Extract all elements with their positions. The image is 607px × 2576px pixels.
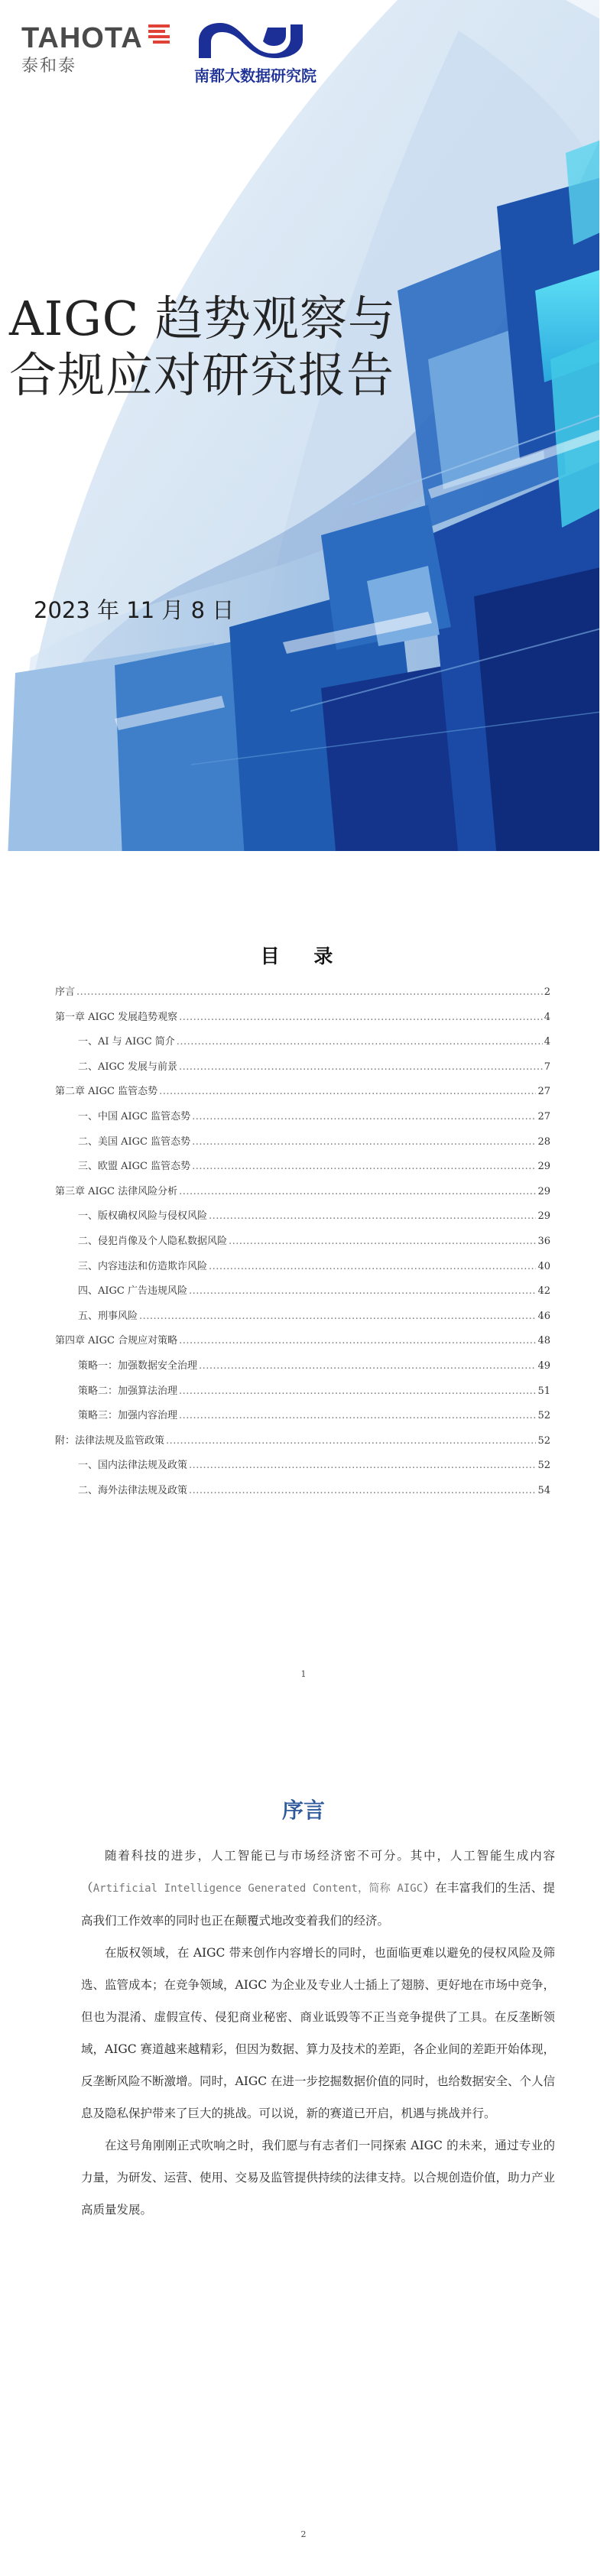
tahota-logo-mark-icon	[148, 24, 170, 44]
toc-leader-dots	[189, 1485, 536, 1496]
toc-entry-title: 第二章 AIGC 监管态势	[55, 1086, 158, 1098]
toc-entry[interactable]	[55, 1207, 550, 1233]
toc-entry-page: 49	[537, 1359, 550, 1372]
toc-leader-dots	[76, 986, 543, 998]
toc-leader-dots	[139, 1311, 536, 1322]
report-title-line-1: AIGC 趋势观察与	[9, 291, 396, 346]
toc-entry[interactable]	[55, 1258, 550, 1283]
toc-entry-title: 二、AIGC 发展与前景	[78, 1061, 177, 1073]
toc-entry[interactable]	[55, 1033, 550, 1058]
toc-leader-dots	[179, 1012, 543, 1023]
toc-entry-title: 三、内容违法和仿造欺诈风险	[78, 1260, 208, 1272]
toc-entry[interactable]	[55, 1407, 550, 1432]
toc-entry-page: 29	[537, 1161, 550, 1173]
tahota-logo-chinese: 泰和泰	[21, 57, 77, 76]
nandu-logo-text: 南都大数据研究院	[194, 67, 316, 85]
toc-entry[interactable]	[55, 1382, 550, 1408]
toc-entry-title: 四、AIGC 广告违规风险	[78, 1285, 187, 1298]
toc-entry-page: 29	[537, 1185, 550, 1197]
toc-entry-page: 52	[537, 1434, 550, 1447]
preface-paragraph-1	[81, 1840, 555, 1937]
toc-list	[55, 983, 550, 1506]
report-title	[9, 291, 396, 404]
toc-entry[interactable]	[55, 1108, 550, 1133]
toc-leader-dots	[179, 1410, 536, 1421]
toc-entry[interactable]	[55, 1158, 550, 1183]
tahota-logo	[21, 23, 143, 76]
preface-title: 序言	[281, 1798, 325, 1823]
toc-entry-page: 54	[537, 1484, 550, 1496]
toc-entry[interactable]	[55, 1083, 550, 1108]
toc-entry-title: 二、侵犯肖像及个人隐私数据风险	[78, 1235, 228, 1247]
toc-entry-page: 42	[537, 1285, 550, 1298]
toc-leader-dots	[192, 1136, 536, 1148]
toc-entry[interactable]	[55, 1233, 550, 1258]
toc-entry-page: 52	[537, 1410, 550, 1422]
toc-leader-dots	[192, 1161, 536, 1172]
toc-entry-title: 策略二：加强算法治理	[78, 1385, 178, 1397]
toc-entry-title: 三、欧盟 AIGC 监管态势	[78, 1161, 191, 1173]
toc-entry[interactable]	[55, 1009, 550, 1034]
page-number: 2	[300, 2529, 307, 2539]
toc-entry-title: 二、海外法律法规及政策	[78, 1484, 188, 1496]
toc-entry-title: 一、AI 与 AIGC 简介	[78, 1036, 175, 1048]
toc-leader-dots	[209, 1210, 536, 1222]
toc-leader-dots	[159, 1086, 536, 1097]
toc-entry[interactable]	[55, 1133, 550, 1158]
toc-entry[interactable]	[55, 1482, 550, 1507]
toc-entry-page: 4	[544, 1011, 550, 1023]
toc-leader-dots	[209, 1261, 536, 1272]
preface-paragraph-3: 在这号角刚刚正式吹响之时，我们愿与有志者们一同探索 AIGC 的未来，通过专业的力量，为研发、运营、使用、交易及监管提供持续的法律支持。以合规创造价值，助力产业高质量发展。	[81, 2139, 556, 2217]
toc-entry-page: 36	[537, 1235, 550, 1247]
table-of-contents-page	[0, 859, 607, 1717]
toc-entry-title: 二、美国 AIGC 监管态势	[78, 1135, 191, 1148]
report-date: 2023 年 11 月 8 日	[34, 597, 235, 623]
preface-body	[81, 1840, 555, 2226]
toc-leader-dots	[189, 1285, 536, 1297]
toc-entry-page: 51	[537, 1385, 550, 1397]
toc-entry-page: 46	[537, 1310, 550, 1322]
toc-entry-title: 策略一：加强数据安全治理	[78, 1359, 198, 1372]
toc-entry-title: 第一章 AIGC 发展趋势观察	[55, 1011, 178, 1023]
toc-entry-page: 27	[537, 1086, 550, 1098]
toc-entry-page: 29	[537, 1210, 550, 1223]
preface-p1-start: 随着科技的进步，人工智能已与市场经济密不可分。其中，人工智能生成内容（	[81, 1849, 555, 1895]
toc-entry[interactable]	[55, 1307, 550, 1333]
toc-entry-page: 52	[537, 1460, 550, 1472]
toc-leader-dots	[199, 1360, 536, 1372]
preface-page	[0, 1717, 607, 2576]
report-title-line-2: 合规应对研究报告	[9, 347, 395, 403]
toc-leader-dots	[192, 1111, 536, 1122]
toc-leader-dots	[179, 1335, 536, 1346]
toc-entry-page: 28	[537, 1135, 550, 1148]
toc-entry-title: 附：法律法规及监管政策	[55, 1434, 165, 1447]
preface-p1-end: ）在丰富我们的生活、提高我们工作效率的同时也正在颠覆式地改变着我们的经济。	[81, 1881, 555, 1928]
toc-entry[interactable]	[55, 1058, 550, 1083]
toc-entry[interactable]	[55, 1183, 550, 1208]
toc-entry-title: 一、中国 AIGC 监管态势	[78, 1110, 191, 1122]
nandu-logo-mark-icon	[194, 20, 307, 60]
preface-paragraph-2: 在版权领域，在 AIGC 带来创作内容增长的同时，也面临更难以避免的侵权风险及筛选、监管成本；在竞争领域，AIGC 为企业及专业人士插上了翅膀、更好地在市场中竞争，但也为混淆、虚假宣传、侵犯商业秘密、商业诋毁等不正当竞争提供了工具。在反垄断领域，AIGC 赛道越来越精彩，但因为数据、算力及技术的差距，各企业间的差距开始体现，反垄断风险不断激增。同时，AIGC 在进一步挖掘数据价值的同时，也给数据安全、个人信息及隐私保护带来了巨大的挑战。可以说，新的赛道已开启，机遇与挑战并行。	[81, 1946, 555, 2120]
toc-entry[interactable]	[55, 1357, 550, 1382]
toc-entry-title: 一、国内法律法规及政策	[78, 1460, 188, 1472]
toc-entry-title: 序言	[55, 986, 76, 998]
toc-heading: 目 录	[260, 945, 347, 967]
toc-entry-title: 第四章 AIGC 合规应对策略	[55, 1335, 178, 1347]
nandu-bigdata-logo	[194, 20, 316, 84]
toc-entry[interactable]	[55, 1282, 550, 1307]
toc-entry-page: 7	[544, 1061, 550, 1073]
toc-entry[interactable]	[55, 1332, 550, 1357]
preface-p1-latin: Artificial Intelligence Generated Content，简称 AIGC	[93, 1882, 424, 1895]
toc-entry-page: 27	[537, 1110, 550, 1122]
toc-entry[interactable]	[55, 983, 550, 1009]
toc-leader-dots	[179, 1186, 536, 1197]
cover-abstract-graphic	[0, 0, 607, 859]
cover-page	[0, 0, 607, 859]
toc-entry-page: 2	[544, 986, 550, 998]
toc-leader-dots	[179, 1385, 536, 1397]
toc-entry-title: 五、刑事风险	[78, 1310, 138, 1322]
toc-entry-page: 48	[537, 1335, 550, 1347]
toc-leader-dots	[179, 1061, 543, 1073]
toc-leader-dots	[166, 1435, 536, 1447]
toc-entry-title: 第三章 AIGC 法律风险分析	[55, 1185, 178, 1197]
tahota-logo-wordmark: TAHOTA	[21, 22, 143, 54]
toc-entry-title: 一、版权确权风险与侵权风险	[78, 1210, 208, 1223]
page-number: 1	[300, 1669, 307, 1679]
toc-leader-dots	[229, 1236, 536, 1247]
toc-entry[interactable]	[55, 1432, 550, 1457]
toc-entry[interactable]	[55, 1457, 550, 1482]
toc-leader-dots	[189, 1460, 536, 1471]
toc-entry-page: 40	[537, 1260, 550, 1272]
toc-leader-dots	[177, 1036, 543, 1048]
toc-entry-page: 4	[544, 1036, 550, 1048]
toc-entry-title: 策略三：加强内容治理	[78, 1410, 178, 1422]
